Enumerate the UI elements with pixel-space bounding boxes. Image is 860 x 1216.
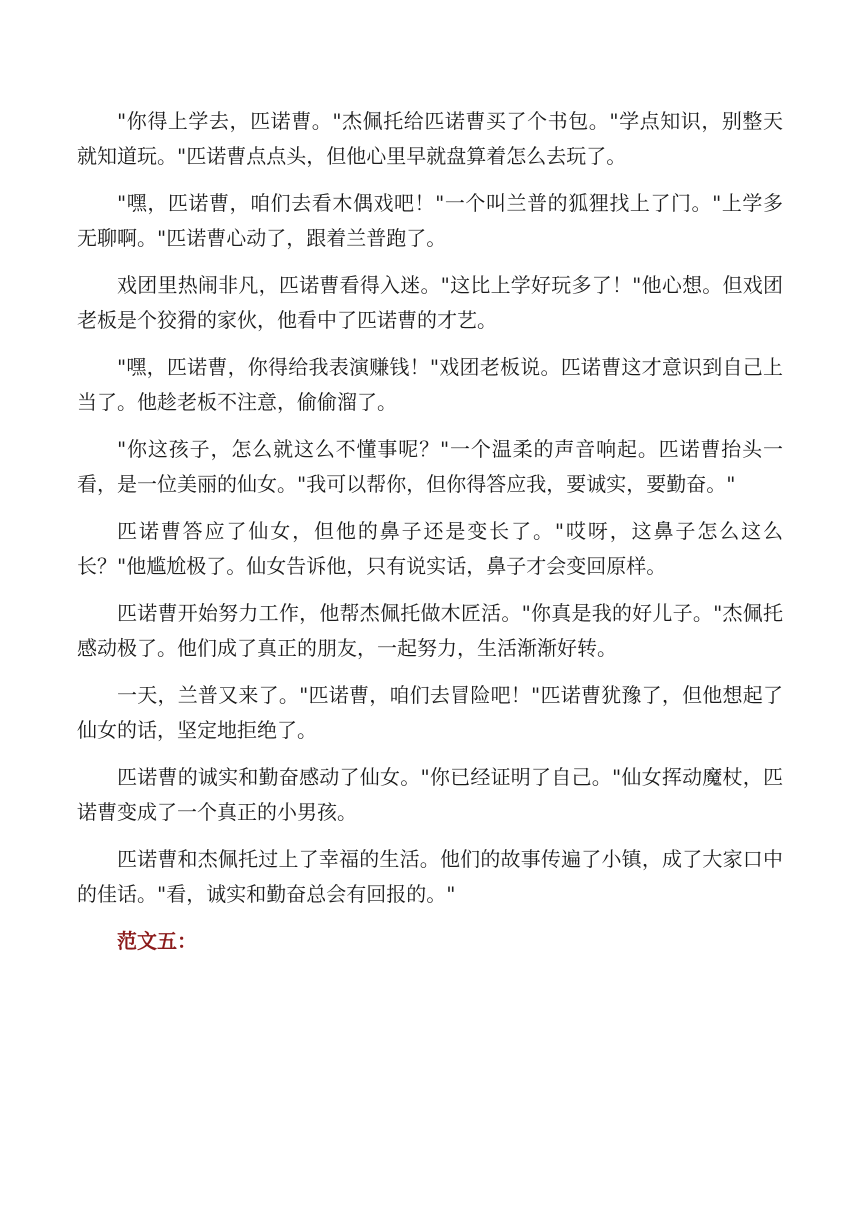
paragraph-10: 匹诺曹和杰佩托过上了幸福的生活。他们的故事传遍了小镇，成了大家口中的佳话。"看，诚实和勤奋总会有回报的。" xyxy=(77,847,783,906)
paragraph-1: "你得上学去，匹诺曹。"杰佩托给匹诺曹买了个书包。"学点知识，别整天就知道玩。"匹诺曹点点头，但他心里早就盘算着怎么去玩了。 xyxy=(77,109,783,168)
paragraph-9: 匹诺曹的诚实和勤奋感动了仙女。"你已经证明了自己。"仙女挥动魔杖，匹诺曹变成了一个真正的小男孩。 xyxy=(77,765,783,824)
paragraph-8: 一天，兰普又来了。"匹诺曹，咱们去冒险吧！"匹诺曹犹豫了，但他想起了仙女的话，坚定地拒绝了。 xyxy=(77,683,783,742)
paragraph-7: 匹诺曹开始努力工作，他帮杰佩托做木匠活。"你真是我的好儿子。"杰佩托感动极了。他们成了真正的朋友，一起努力，生活渐渐好转。 xyxy=(77,601,783,660)
paragraph-5: "你这孩子，怎么就这么不懂事呢？"一个温柔的声音响起。匹诺曹抬头一看，是一位美丽的仙女。"我可以帮你，但你得答应我，要诚实，要勤奋。" xyxy=(77,437,783,496)
paragraph-6: 匹诺曹答应了仙女，但他的鼻子还是变长了。"哎呀，这鼻子怎么这么长？"他尴尬极了。仙女告诉他，只有说实话，鼻子才会变回原样。 xyxy=(77,519,783,578)
paragraph-2: "嘿，匹诺曹，咱们去看木偶戏吧！"一个叫兰普的狐狸找上了门。"上学多无聊啊。"匹诺曹心动了，跟着兰普跑了。 xyxy=(77,191,783,250)
paragraph-4: "嘿，匹诺曹，你得给我表演赚钱！"戏团老板说。匹诺曹这才意识到自己上当了。他趁老板不注意，偷偷溜了。 xyxy=(77,355,783,414)
document-body xyxy=(77,104,783,959)
section-heading: 范文五： xyxy=(117,929,197,953)
paragraph-3: 戏团里热闹非凡，匹诺曹看得入迷。"这比上学好玩多了！"他心想。但戏团老板是个狡猾的家伙，他看中了匹诺曹的才艺。 xyxy=(77,273,783,332)
